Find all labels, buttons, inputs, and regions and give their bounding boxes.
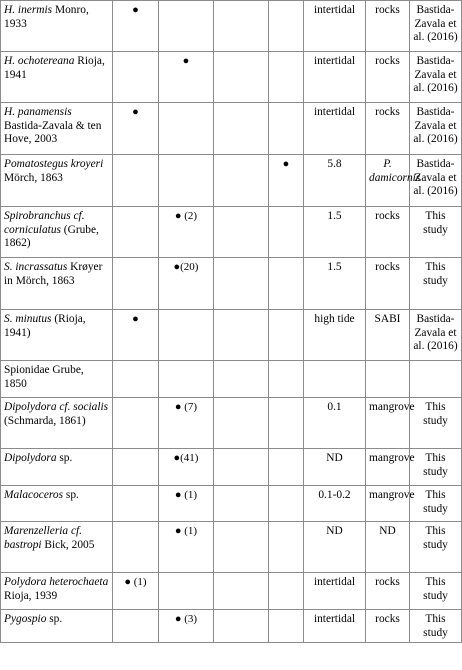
presence-cell-c1	[113, 310, 159, 361]
presence-cell-c4	[269, 258, 304, 310]
species-authority: Spionidae Grube, 1850	[4, 364, 84, 390]
presence-cell-c3	[214, 486, 269, 522]
reference-cell: Bastida-Zavala et al. (2016)	[410, 103, 462, 155]
reference-cell: Bastida-Zavala et al. (2016)	[410, 155, 462, 207]
presence-mark: ●(20)	[173, 261, 199, 273]
presence-cell-c4	[269, 103, 304, 155]
presence-cell-c2	[159, 207, 214, 258]
presence-cell-c2	[159, 398, 214, 449]
presence-cell-c1	[113, 1, 159, 52]
presence-cell-c4	[269, 522, 304, 573]
presence-mark: ●	[132, 106, 139, 118]
species-cell	[1, 361, 113, 398]
species-cell	[1, 1, 113, 52]
presence-cell-c3	[214, 573, 269, 610]
table-row	[1, 310, 462, 361]
habitat-cell: SABI	[366, 310, 410, 361]
species-cell	[1, 398, 113, 449]
presence-cell-c4	[269, 361, 304, 398]
reference-cell: Bastida-Zavala et al. (2016)	[410, 310, 462, 361]
table-row	[1, 207, 462, 258]
presence-cell-c2	[159, 155, 214, 207]
species-name: H. panamensis	[4, 106, 72, 118]
species-authority: Monro, 1933	[4, 4, 89, 30]
presence-mark: ● (2)	[174, 210, 198, 222]
presence-mark: ● (1)	[174, 525, 198, 537]
presence-cell-c1	[113, 361, 159, 398]
table-row	[1, 361, 462, 398]
species-cell	[1, 155, 113, 207]
presence-cell-c2	[159, 361, 214, 398]
presence-cell-c1	[113, 573, 159, 610]
presence-cell-c4	[269, 398, 304, 449]
presence-cell-c3	[214, 155, 269, 207]
species-name: Pygospio	[4, 613, 47, 625]
depth-cell: 0.1-0.2	[304, 486, 366, 522]
presence-cell-c4	[269, 310, 304, 361]
presence-mark: ● (1)	[174, 489, 198, 501]
presence-cell-c4	[269, 155, 304, 207]
reference-cell: Bastida-Zavala et al. (2016)	[410, 1, 462, 52]
species-authority: Bick, 2005	[41, 538, 95, 551]
depth-cell: 5.8	[304, 155, 366, 207]
species-cell	[1, 310, 113, 361]
species-name: Polydora heterochaeta	[4, 576, 109, 588]
species-cell	[1, 573, 113, 610]
presence-mark: ● (3)	[174, 613, 198, 625]
reference-cell: This study	[410, 610, 462, 643]
depth-cell: ND	[304, 522, 366, 573]
table-row	[1, 610, 462, 643]
presence-cell-c1	[113, 522, 159, 573]
species-authority: Rioja, 1939	[4, 589, 58, 602]
presence-cell-c3	[214, 52, 269, 103]
habitat-cell: rocks	[366, 258, 410, 310]
species-name: H. ochotereana	[4, 55, 75, 67]
species-name: S. minutus	[4, 313, 52, 325]
table-row	[1, 398, 462, 449]
species-authority: (Rioja, 1941)	[4, 313, 86, 339]
presence-cell-c3	[214, 522, 269, 573]
presence-cell-c3	[214, 103, 269, 155]
species-name: Marenzelleria cf. bastropi	[4, 525, 83, 551]
presence-cell-c2	[159, 610, 214, 643]
presence-cell-c3	[214, 361, 269, 398]
species-authority: Bastida-Zavala & ten Hove, 2003	[4, 119, 102, 145]
species-authority: Krøyer in Mörch, 1863	[4, 261, 103, 287]
depth-cell: intertidal	[304, 610, 366, 643]
presence-mark: ●	[132, 4, 139, 16]
species-cell	[1, 258, 113, 310]
species-cell	[1, 52, 113, 103]
table-body	[1, 1, 462, 643]
presence-cell-c4	[269, 52, 304, 103]
presence-cell-c3	[214, 610, 269, 643]
presence-mark: ●(41)	[173, 452, 199, 464]
habitat-cell: rocks	[366, 610, 410, 643]
presence-cell-c4	[269, 610, 304, 643]
reference-cell	[410, 361, 462, 398]
depth-cell: intertidal	[304, 52, 366, 103]
presence-cell-c1	[113, 610, 159, 643]
habitat-cell: mangrove	[366, 486, 410, 522]
species-name: Dipolydora	[4, 452, 57, 464]
habitat-cell: rocks	[366, 103, 410, 155]
presence-cell-c2	[159, 258, 214, 310]
presence-cell-c2	[159, 310, 214, 361]
presence-cell-c2	[159, 449, 214, 486]
species-name: H. inermis	[4, 4, 53, 16]
table-row	[1, 52, 462, 103]
depth-cell: 1.5	[304, 207, 366, 258]
reference-cell: This study	[410, 573, 462, 610]
reference-cell: This study	[410, 449, 462, 486]
presence-cell-c4	[269, 1, 304, 52]
presence-cell-c1	[113, 103, 159, 155]
habitat-cell: rocks	[366, 573, 410, 610]
presence-mark: ● (7)	[174, 401, 198, 413]
species-authority: sp.	[46, 613, 63, 625]
table-row	[1, 103, 462, 155]
habitat-cell: ND	[366, 522, 410, 573]
reference-cell: This study	[410, 486, 462, 522]
presence-cell-c1	[113, 258, 159, 310]
presence-cell-c2	[159, 573, 214, 610]
presence-cell-c4	[269, 449, 304, 486]
depth-cell: 1.5	[304, 258, 366, 310]
presence-cell-c3	[214, 449, 269, 486]
species-cell	[1, 522, 113, 573]
table-row	[1, 522, 462, 573]
table-row	[1, 258, 462, 310]
presence-cell-c4	[269, 207, 304, 258]
depth-cell: high tide	[304, 310, 366, 361]
habitat-cell: rocks	[366, 207, 410, 258]
species-authority: (Grube, 1862)	[4, 223, 99, 249]
habitat-cell	[366, 361, 410, 398]
reference-cell: This study	[410, 522, 462, 573]
presence-cell-c3	[214, 207, 269, 258]
presence-mark: ●	[182, 55, 190, 67]
depth-cell	[304, 361, 366, 398]
species-authority: (Schmarda, 1861)	[4, 414, 86, 427]
species-cell	[1, 449, 113, 486]
species-name: Dipolydora cf. socialis	[4, 401, 109, 413]
reference-cell: This study	[410, 258, 462, 310]
table-row	[1, 1, 462, 52]
table-row	[1, 573, 462, 610]
presence-cell-c2	[159, 522, 214, 573]
presence-mark: ● (1)	[124, 576, 147, 588]
presence-cell-c1	[113, 207, 159, 258]
presence-cell-c2	[159, 486, 214, 522]
presence-cell-c3	[214, 1, 269, 52]
presence-cell-c2	[159, 52, 214, 103]
presence-cell-c3	[214, 398, 269, 449]
presence-cell-c1	[113, 486, 159, 522]
table-row	[1, 449, 462, 486]
depth-cell: intertidal	[304, 573, 366, 610]
species-cell	[1, 486, 113, 522]
presence-cell-c1	[113, 155, 159, 207]
habitat-cell: P. damicornis	[366, 155, 410, 207]
species-cell	[1, 103, 113, 155]
presence-cell-c3	[214, 310, 269, 361]
depth-cell: 0.1	[304, 398, 366, 449]
species-cell	[1, 610, 113, 643]
habitat-cell: mangrove	[366, 449, 410, 486]
presence-mark: ●	[132, 313, 139, 325]
table-row	[1, 486, 462, 522]
species-name: Pomatostegus kroyeri	[4, 158, 104, 170]
depth-cell: intertidal	[304, 103, 366, 155]
species-name: Spirobranchus cf. corniculatus	[4, 210, 85, 236]
presence-mark: ●	[282, 158, 290, 170]
table-row	[1, 155, 462, 207]
presence-cell-c4	[269, 573, 304, 610]
presence-cell-c1	[113, 449, 159, 486]
reference-cell: Bastida-Zavala et al. (2016)	[410, 52, 462, 103]
presence-cell-c1	[113, 398, 159, 449]
depth-cell: intertidal	[304, 1, 366, 52]
species-authority: sp.	[63, 489, 79, 501]
species-cell	[1, 207, 113, 258]
presence-cell-c3	[214, 258, 269, 310]
species-authority: sp.	[56, 452, 73, 464]
habitat-cell: mangrove	[366, 398, 410, 449]
species-authority: Rioja, 1941	[4, 55, 105, 81]
presence-cell-c2	[159, 1, 214, 52]
habitat-cell: rocks	[366, 52, 410, 103]
species-authority: Mörch, 1863	[4, 171, 63, 184]
presence-cell-c4	[269, 486, 304, 522]
species-name: Malacoceros	[4, 489, 64, 501]
presence-cell-c1	[113, 52, 159, 103]
depth-cell: ND	[304, 449, 366, 486]
reference-cell: This study	[410, 207, 462, 258]
presence-cell-c2	[159, 103, 214, 155]
species-name: S. incrassatus	[4, 261, 68, 273]
reference-cell: This study	[410, 398, 462, 449]
habitat-cell: rocks	[366, 1, 410, 52]
